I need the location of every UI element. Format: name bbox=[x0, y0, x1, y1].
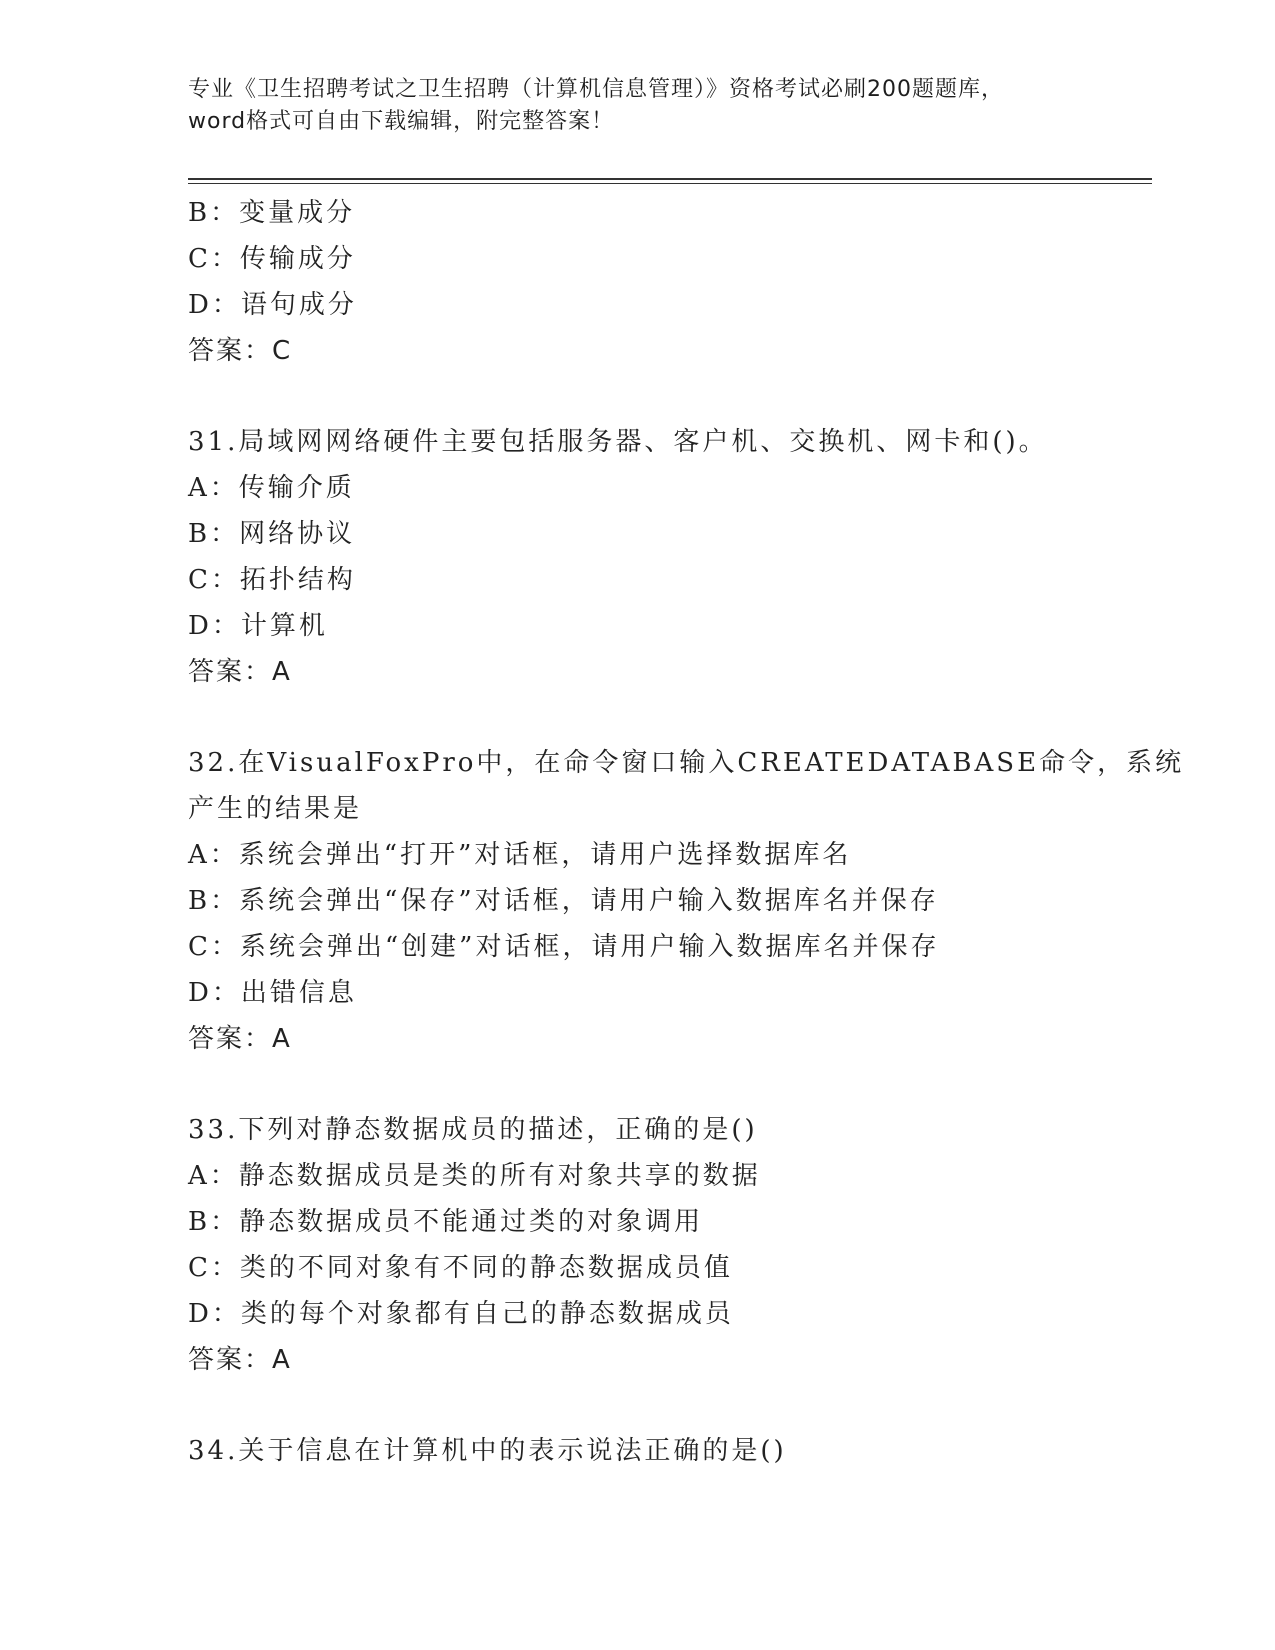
question-stem: 34.关于信息在计算机中的表示说法正确的是() bbox=[188, 1436, 787, 1466]
option-c: C：类的不同对象有不同的静态数据成员值 bbox=[188, 1253, 733, 1283]
question-stem: 32.在VisualFoxPro中，在命令窗口输入CREATEDATABASE命令，系统 bbox=[188, 748, 1185, 778]
header-divider bbox=[188, 178, 1152, 180]
option-b: B：静态数据成员不能通过类的对象调用 bbox=[188, 1207, 704, 1237]
header-line-2: word格式可自由下载编辑，附完整答案！ bbox=[188, 109, 615, 134]
question-32 bbox=[188, 740, 1185, 1062]
option-d: D：出错信息 bbox=[188, 978, 357, 1008]
question-stem-continued: 产生的结果是 bbox=[188, 794, 363, 824]
option-b: B：网络协议 bbox=[188, 519, 356, 549]
header-line-1: 专业《卫生招聘考试之卫生招聘（计算机信息管理）》资格考试必刷200题题库， bbox=[188, 77, 1004, 102]
answer-line: 答案：A bbox=[188, 1345, 292, 1375]
document-body bbox=[188, 190, 1185, 1474]
option-a: A：系统会弹出“打开”对话框，请用户选择数据库名 bbox=[188, 840, 852, 870]
question-31 bbox=[188, 419, 1088, 695]
option-a: A：静态数据成员是类的所有对象共享的数据 bbox=[188, 1161, 761, 1191]
document-header bbox=[188, 74, 1088, 138]
option-a: A：传输介质 bbox=[188, 473, 355, 503]
option-d: D：类的每个对象都有自己的静态数据成员 bbox=[188, 1299, 734, 1329]
option-b: B：变量成分 bbox=[188, 198, 356, 228]
answer-line: 答案：C bbox=[188, 336, 293, 366]
option-b: B：系统会弹出“保存”对话框，请用户输入数据库名并保存 bbox=[188, 886, 939, 916]
question-stem: 31.局域网网络硬件主要包括服务器、客户机、交换机、网卡和()。 bbox=[188, 427, 1048, 457]
question-stem: 33.下列对静态数据成员的描述，正确的是() bbox=[188, 1115, 758, 1145]
question-33 bbox=[188, 1107, 1088, 1383]
question-30-tail bbox=[188, 190, 1088, 374]
option-d: D：计算机 bbox=[188, 611, 328, 641]
answer-line: 答案：A bbox=[188, 657, 292, 687]
question-34 bbox=[188, 1428, 1088, 1474]
option-c: C：拓扑结构 bbox=[188, 565, 356, 595]
option-c: C：系统会弹出“创建”对话框，请用户输入数据库名并保存 bbox=[188, 932, 940, 962]
option-c: C：传输成分 bbox=[188, 244, 356, 274]
option-d: D：语句成分 bbox=[188, 290, 357, 320]
answer-line: 答案：A bbox=[188, 1024, 292, 1054]
